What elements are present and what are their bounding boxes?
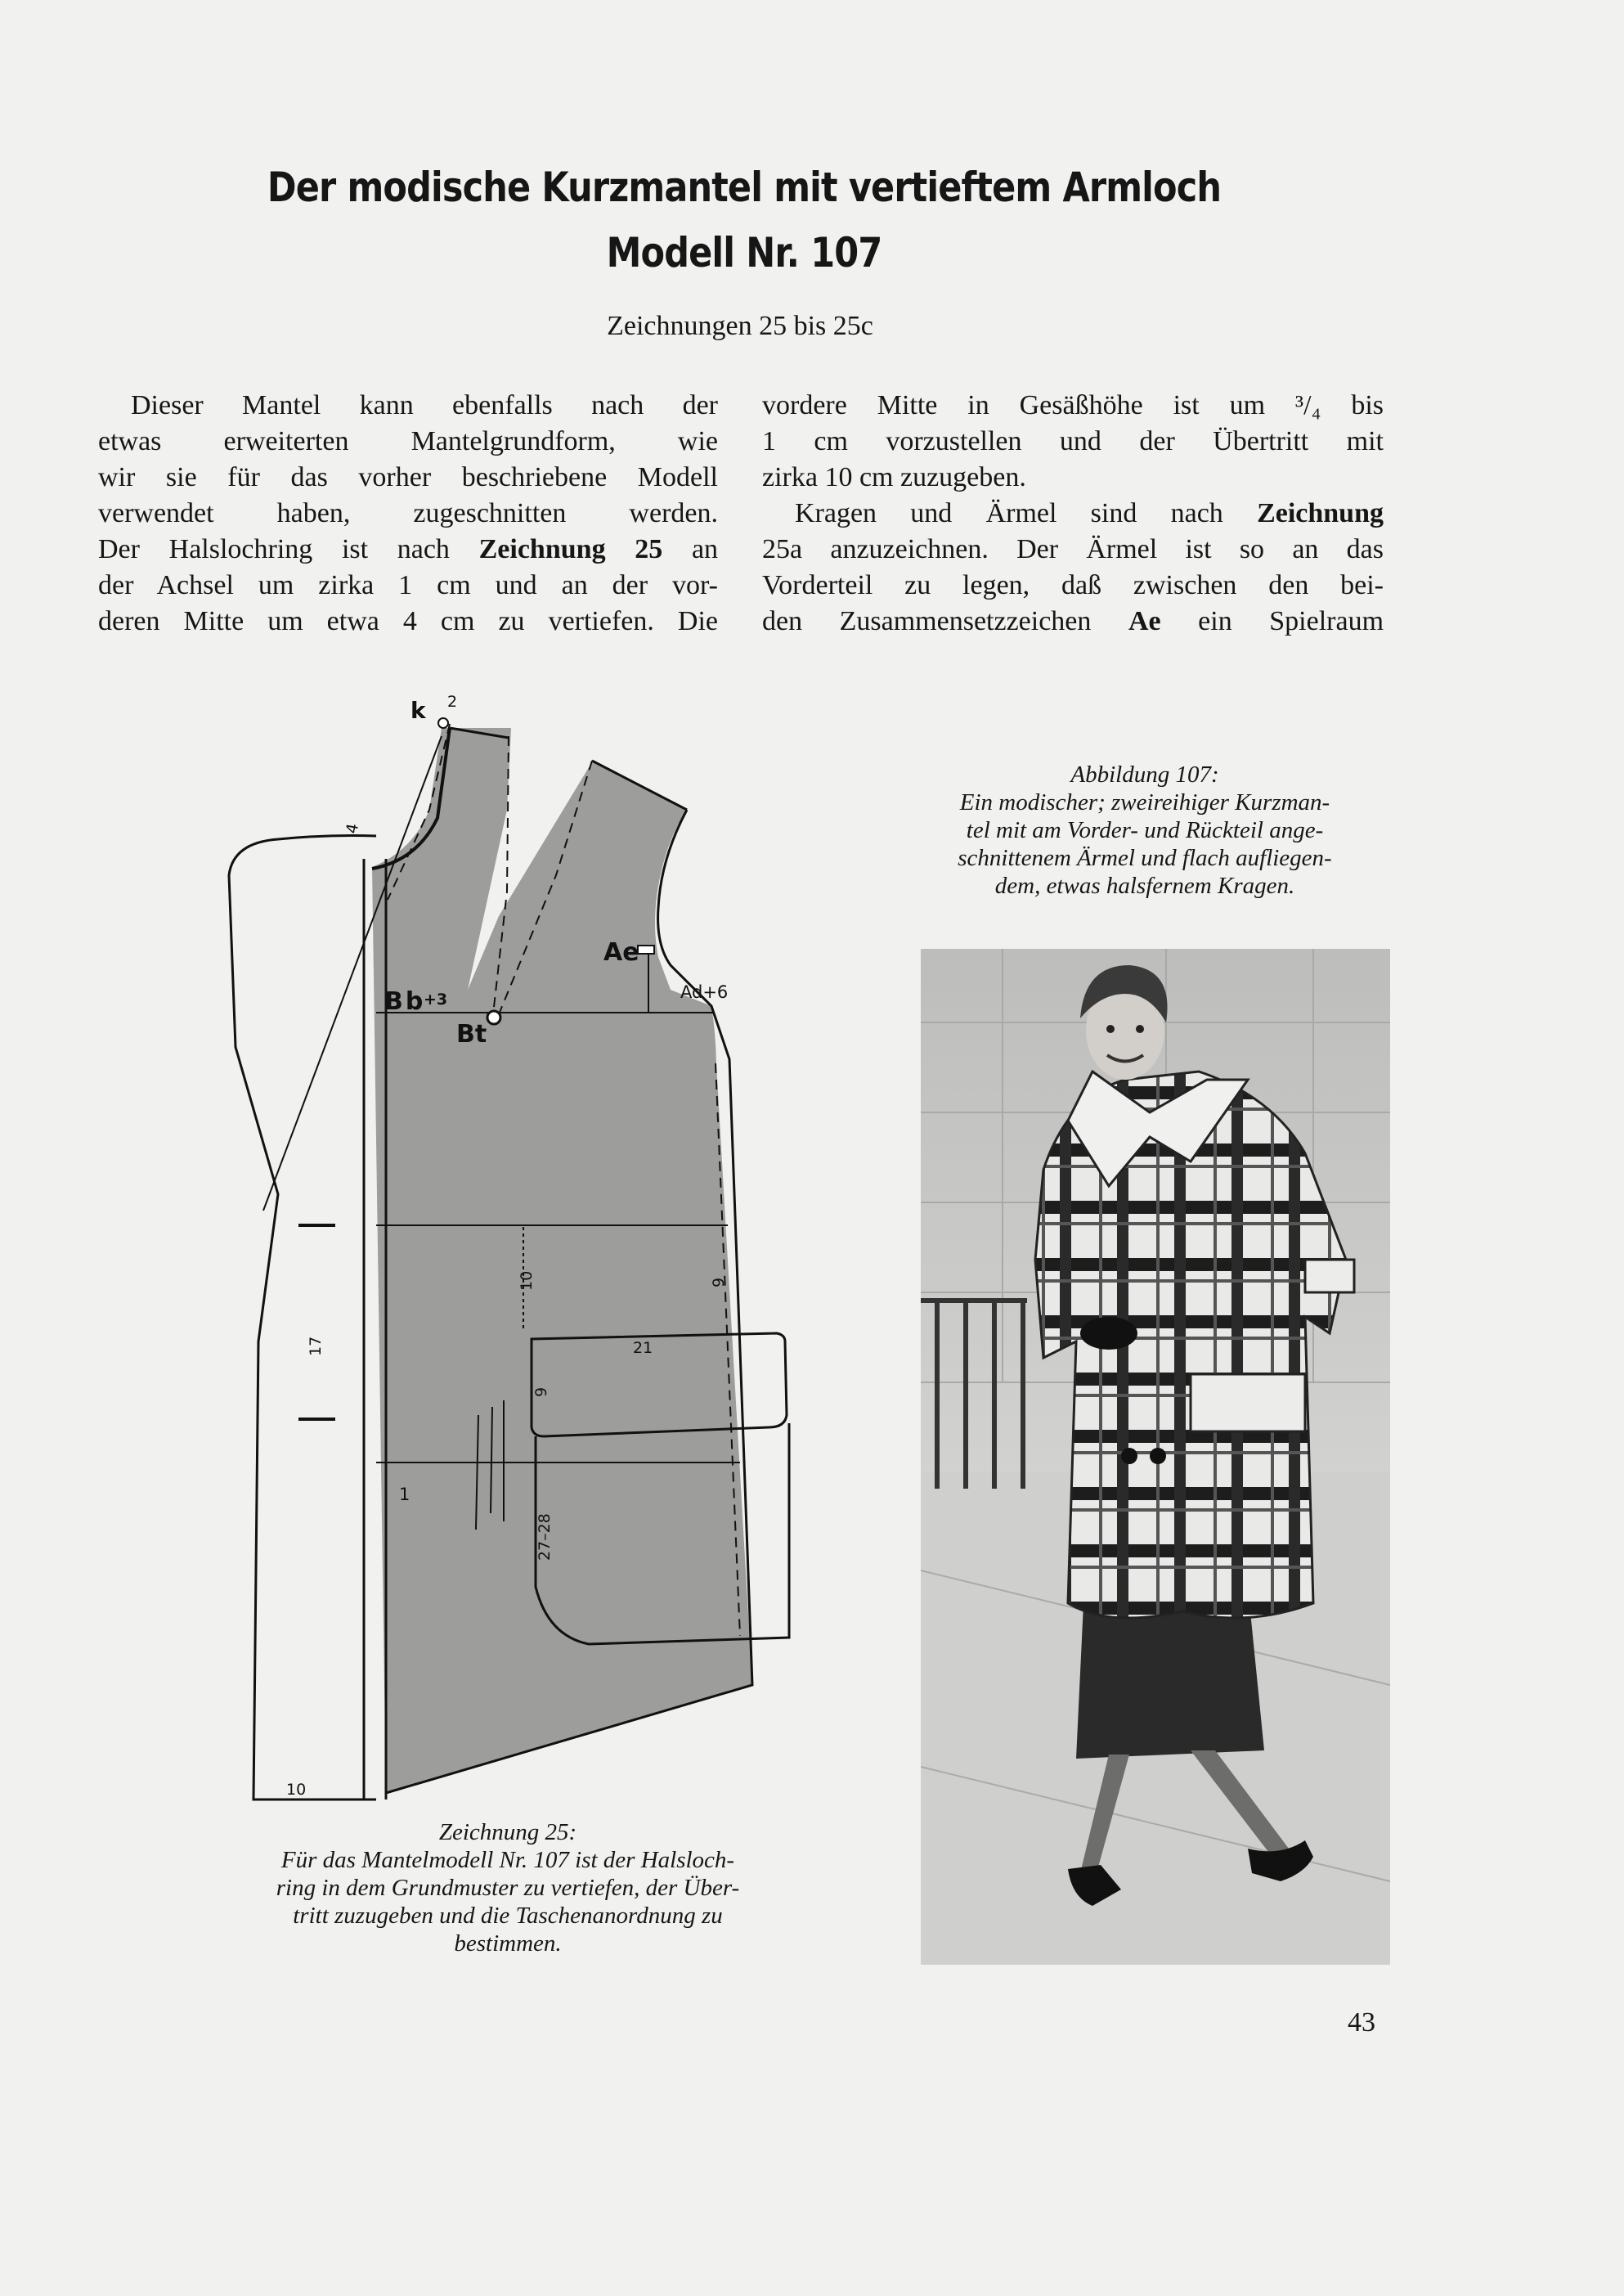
- text-fragment: Kragen und Ärmel sind nach: [795, 498, 1223, 528]
- text-line: [762, 604, 1384, 640]
- label-4: 4: [343, 822, 363, 835]
- right-text-column: [762, 388, 1384, 640]
- text-line: 1 cm vorzustellen und der Übertritt mit: [762, 426, 1384, 456]
- text-line: [762, 496, 1384, 532]
- bt-notch: [487, 1011, 500, 1024]
- figure-caption-line: dem, etwas halsfernem Kragen.: [994, 873, 1295, 899]
- text-fragment: an: [691, 534, 719, 564]
- figure-caption-line: tel mit am Vorder- und Rückteil ange-: [966, 817, 1324, 843]
- k-notch: [438, 718, 448, 728]
- page-title: Der modische Kurzmantel mit vertieftem Armloch: [267, 164, 1222, 211]
- label-10-bottom: 10: [286, 1781, 307, 1799]
- page-title-model: Modell Nr. 107: [606, 229, 882, 276]
- text-line: 25a anzuzeichnen. Der Ärmel ist so an das: [762, 534, 1384, 564]
- figure-caption-line: Ein modischer; zweireihiger Kurzman-: [959, 789, 1330, 816]
- text-fragment: den Zusammensetzzeichen: [762, 606, 1092, 636]
- figure-caption: [891, 761, 1398, 900]
- left-text-column: [98, 388, 718, 640]
- label-2: 2: [447, 693, 458, 711]
- drawing-caption-line: ring in dem Grundmuster zu vertiefen, der Über-: [276, 1875, 740, 1901]
- label-17: 17: [307, 1336, 325, 1356]
- label-bb-sup: +3: [424, 991, 448, 1009]
- sleeve-cuff: [1305, 1260, 1354, 1292]
- ae-notch: [638, 946, 654, 954]
- overlap-outline: [229, 836, 376, 1800]
- label-1: 1: [399, 1485, 410, 1504]
- pattern-drawing: [213, 687, 818, 1816]
- label-ad: Ad+6: [680, 982, 729, 1002]
- figure-caption-heading: Abbildung 107:: [1070, 762, 1219, 788]
- coat-button: [1150, 1448, 1166, 1464]
- drawing-caption-line: Für das Mantelmodell Nr. 107 ist der Halsloch-: [280, 1847, 735, 1873]
- text-line: Vorderteil zu legen, daß zwischen den bei-: [762, 570, 1384, 600]
- label-10-top: 10: [518, 1270, 536, 1291]
- label-k: k: [410, 697, 426, 724]
- drawing-caption-line: tritt zuzugeben und die Taschenanordnung zu: [293, 1903, 723, 1929]
- drawing-reference: Zeichnung 25: [478, 534, 663, 564]
- glove: [1080, 1317, 1137, 1350]
- drawing-reference: Zeichnung: [1257, 498, 1384, 528]
- label-21: 21: [633, 1339, 653, 1357]
- figure-caption-line: schnittenem Ärmel und flach aufliegen-: [958, 845, 1332, 871]
- label-ae: Ae: [603, 938, 639, 967]
- text-line: verwendet haben, zugeschnitten werden.: [98, 498, 718, 528]
- drawing-caption-line: bestimmen.: [454, 1930, 562, 1957]
- label-bt: Bt: [456, 1020, 487, 1049]
- text-fragment: Der Halslochring ist nach: [98, 534, 450, 564]
- drawing-caption-heading: Zeichnung 25:: [438, 1819, 577, 1845]
- text-line: [98, 532, 718, 568]
- label-bb: Bb: [384, 987, 426, 1016]
- text-line: Dieser Mantel kann ebenfalls nach der: [131, 390, 718, 420]
- drawing-caption: [193, 1818, 823, 1957]
- page-subtitle: Zeichnungen 25 bis 25c: [607, 311, 873, 341]
- model-photo: [921, 949, 1390, 1965]
- page-number: 43: [1348, 2007, 1375, 2038]
- coat-pocket: [1191, 1374, 1305, 1431]
- text-line: der Achsel um zirka 1 cm und an der vor-: [98, 570, 718, 600]
- label-9-right: 9: [710, 1277, 728, 1287]
- label-27-28: 27–28: [536, 1513, 554, 1561]
- text-line: deren Mitte um etwa 4 cm zu vertiefen. Die: [98, 606, 718, 636]
- text-line: etwas erweiterten Mantelgrundform, wie: [98, 426, 718, 456]
- text-line: vordere Mitte in Gesäßhöhe ist um ³/₄ bis: [762, 390, 1384, 420]
- label-9-pocket: 9: [532, 1386, 550, 1397]
- coat-button: [1121, 1448, 1137, 1464]
- text-line: wir sie für das vorher beschriebene Modell: [98, 462, 718, 492]
- text-line: zirka 10 cm zuzugeben.: [762, 462, 1026, 492]
- text-fragment: ein Spielraum: [1198, 606, 1384, 636]
- marker-reference: Ae: [1128, 606, 1161, 636]
